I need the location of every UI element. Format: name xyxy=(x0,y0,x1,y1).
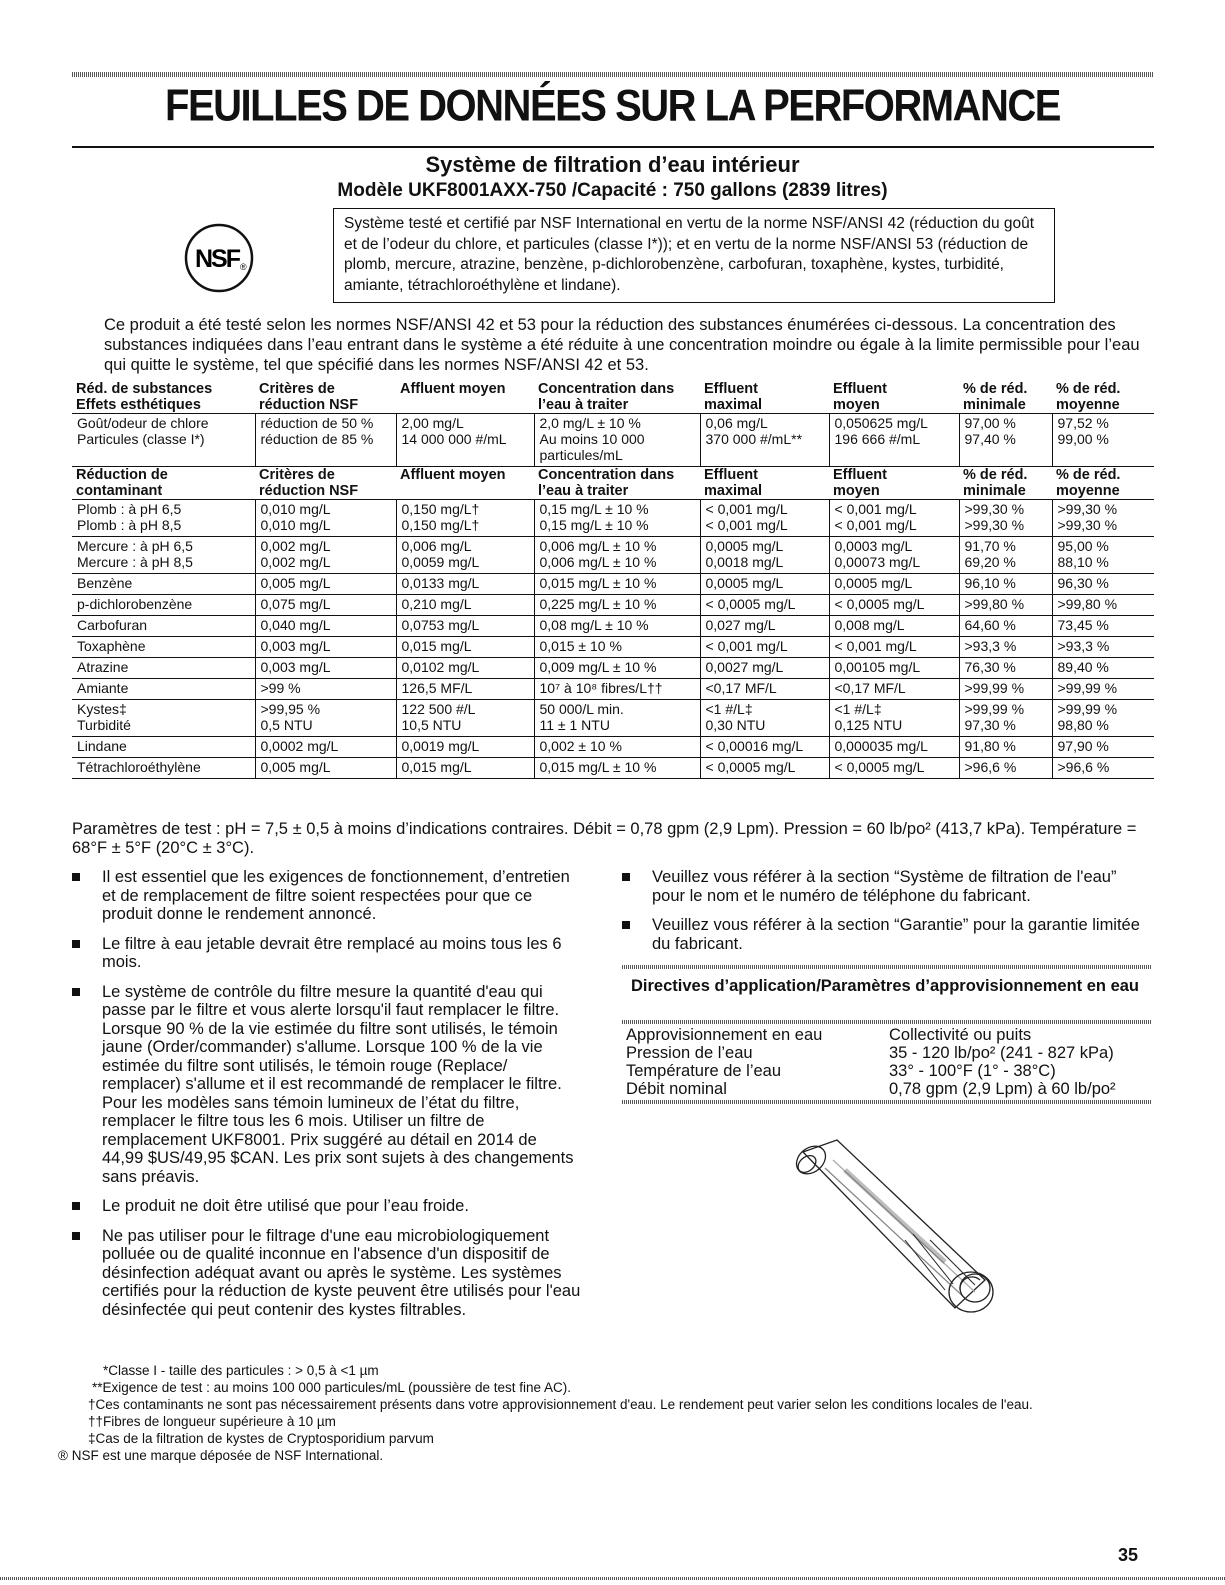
table-cell: réduction de 50 % réduction de 85 % xyxy=(255,414,396,467)
intro-paragraph: Ce produit a été testé selon les normes NSF/ANSI 42 et 53 pour la réduction des substances énumérées ci-dessous. La concentration des substances indiquées dans l’eau entrant dans le système a été réduite à une concentration moindre ou égale à la limite permissible pour l’eau qui quitte le système, tel que spécifié dans les normes NSF/ANSI 42 et 53. xyxy=(104,316,1140,374)
table-row xyxy=(72,700,1154,737)
table-cell: >93,3 % xyxy=(959,637,1052,658)
table-cell: 97,52 % 99,00 % xyxy=(1052,414,1154,467)
table-row xyxy=(72,574,1154,595)
directives-row xyxy=(622,1080,1152,1098)
directives-title: Directives d’application/Paramètres d’approvisionnement en eau xyxy=(631,977,1139,995)
table-cell: 0,000035 mg/L xyxy=(829,737,959,758)
directive-value: 33° - 100°F (1° - 38°C) xyxy=(889,1062,1056,1080)
table-header-cell: % de réd. moyenne xyxy=(1052,467,1154,500)
table-cell: 0,225 mg/L ± 10 % xyxy=(534,595,700,616)
directives-top-hatch xyxy=(622,965,1152,969)
table-cell: Plomb : à pH 6,5 Plomb : à pH 8,5 xyxy=(72,500,255,537)
table-cell: <0,17 MF/L xyxy=(700,679,829,700)
table-cell: 0,210 mg/L xyxy=(396,595,534,616)
table-cell: >99,99 % 97,30 % xyxy=(959,700,1052,737)
table-header-cell: Effluent moyen xyxy=(829,381,959,414)
directive-label: Température de l’eau xyxy=(626,1062,782,1080)
table-header-cell: Effluent maximal xyxy=(700,467,829,500)
table-header-cell: Concentration dans l’eau à traiter xyxy=(534,467,700,500)
table-cell: 0,009 mg/L ± 10 % xyxy=(534,658,700,679)
table-row xyxy=(72,637,1154,658)
table-row xyxy=(72,658,1154,679)
directives-row xyxy=(622,1062,1152,1080)
table-cell: Carbofuran xyxy=(72,616,255,637)
section-subtitle: Système de filtration d’eau intérieur xyxy=(425,152,800,177)
table-cell: 0,0019 mg/L xyxy=(396,737,534,758)
table-row xyxy=(72,679,1154,700)
table-cell: 0,006 mg/L ± 10 % 0,006 mg/L ± 10 % xyxy=(534,537,700,574)
table-cell: 0,0753 mg/L xyxy=(396,616,534,637)
table-cell: >99,30 % >99,30 % xyxy=(959,500,1052,537)
list-item: Ne pas utiliser pour le filtrage d'une eau microbiologiquement polluée ou de qualité inconnue en l'absence d'un dispositif de désinfection adéquat avant ou après le système. Les systèmes certifiés pour la réduction de kyste peuvent être utilisés pour l'eau désinfectée qui peut contenir des kystes filtrables. xyxy=(72,1227,582,1320)
table-cell: 50 000/L min. 11 ± 1 NTU xyxy=(534,700,700,737)
requirements-list-right xyxy=(622,868,1152,964)
table-cell: 96,10 % xyxy=(959,574,1052,595)
table-header-cell: % de réd. minimale xyxy=(959,467,1052,500)
footnote: ® NSF est une marque déposée de NSF International. xyxy=(58,1448,384,1463)
table-cell: 122 500 #/L 10,5 NTU xyxy=(396,700,534,737)
table-header-cell: Critères de réduction NSF xyxy=(255,381,396,414)
table-row xyxy=(72,737,1154,758)
table-cell: 91,70 % 69,20 % xyxy=(959,537,1052,574)
table-cell: 0,015 mg/L xyxy=(396,758,534,779)
table-cell: Atrazine xyxy=(72,658,255,679)
table-cell: 89,40 % xyxy=(1052,658,1154,679)
table-cell: 0,0005 mg/L xyxy=(700,574,829,595)
table-row xyxy=(72,537,1154,574)
table-header-cell: Critères de réduction NSF xyxy=(255,467,396,500)
table-cell: 73,45 % xyxy=(1052,616,1154,637)
page-title: FEUILLES DE DONNÉES SUR LA PERFORMANCE xyxy=(165,81,1060,131)
table-cell: 0,0133 mg/L xyxy=(396,574,534,595)
footnote: ‡Cas de la filtration de kystes de Cryptosporidium parvum xyxy=(88,1431,434,1446)
table-cell: Tétrachloroéthylène xyxy=(72,758,255,779)
table-header-cell: Affluent moyen xyxy=(396,467,534,500)
footnote: **Exigence de test : au moins 100 000 particules/mL (poussière de test fine AC). xyxy=(92,1380,572,1395)
directives-row xyxy=(622,1026,1152,1044)
table-cell: 0,06 mg/L 370 000 #/mL** xyxy=(700,414,829,467)
table-cell: Toxaphène xyxy=(72,637,255,658)
table-cell: >99,95 % 0,5 NTU xyxy=(255,700,396,737)
table-row xyxy=(72,595,1154,616)
table-cell: 0,08 mg/L ± 10 % xyxy=(534,616,700,637)
table-cell: 0,003 mg/L xyxy=(255,658,396,679)
table-cell: 0,050625 mg/L 196 666 #/mL xyxy=(829,414,959,467)
table-cell: Benzène xyxy=(72,574,255,595)
table-cell: 0,0027 mg/L xyxy=(700,658,829,679)
table-cell: <1 #/L‡ 0,30 NTU xyxy=(700,700,829,737)
table-cell: Goût/odeur de chlore Particules (classe I*) xyxy=(72,414,255,467)
table-cell: 0,005 mg/L xyxy=(255,758,396,779)
table-cell: 0,015 mg/L ± 10 % xyxy=(534,758,700,779)
table-header-row xyxy=(72,467,1154,500)
table-cell: 0,027 mg/L xyxy=(700,616,829,637)
table-cell: Amiante xyxy=(72,679,255,700)
table-header-cell: % de réd. minimale xyxy=(959,381,1052,414)
nsf-logo-text: NSF xyxy=(195,245,239,273)
nsf-logo-icon xyxy=(184,223,254,293)
table-header-cell: Réduction de contaminant xyxy=(72,467,255,500)
directives-mid-hatch xyxy=(622,1020,1152,1024)
table-cell: 0,0102 mg/L xyxy=(396,658,534,679)
table-cell: < 0,0005 mg/L xyxy=(700,758,829,779)
top-hatch-rule xyxy=(72,72,1154,77)
list-item: Veuillez vous référer à la section “Garantie” pour la garantie limitée du fabricant. xyxy=(622,916,1152,953)
table-cell: 0,008 mg/L xyxy=(829,616,959,637)
table-cell: 76,30 % xyxy=(959,658,1052,679)
table-row xyxy=(72,414,1154,467)
table-cell: 91,80 % xyxy=(959,737,1052,758)
table-cell: 95,00 % 88,10 % xyxy=(1052,537,1154,574)
table-cell: <0,17 MF/L xyxy=(829,679,959,700)
table-cell: 0,003 mg/L xyxy=(255,637,396,658)
table-cell: 0,002 mg/L 0,002 mg/L xyxy=(255,537,396,574)
table-cell: 0,15 mg/L ± 10 % 0,15 mg/L ± 10 % xyxy=(534,500,700,537)
table-cell: 0,00105 mg/L xyxy=(829,658,959,679)
list-item: Veuillez vous référer à la section “Système de filtration de l'eau” pour le nom et le numéro de téléphone du fabricant. xyxy=(622,868,1152,905)
table-cell: 0,015 mg/L xyxy=(396,637,534,658)
table-cell: 97,90 % xyxy=(1052,737,1154,758)
table-cell: >99,99 % xyxy=(1052,679,1154,700)
table-cell: 2,0 mg/L ± 10 % Au moins 10 000 particules/mL xyxy=(534,414,700,467)
directive-label: Approvisionnement en eau xyxy=(626,1026,823,1044)
table-cell: < 0,0005 mg/L xyxy=(829,758,959,779)
footnote: *Classe I - taille des particules : > 0,5 à <1 µm xyxy=(103,1363,379,1378)
table-row xyxy=(72,500,1154,537)
table-header-cell: Affluent moyen xyxy=(396,381,534,414)
list-item: Il est essentiel que les exigences de fonctionnement, d’entretien et de remplacement de filtre soient respectées pour que ce produit donne le rendement annoncé. xyxy=(72,868,582,924)
table-header-cell: Effluent moyen xyxy=(829,467,959,500)
table-cell: 0,040 mg/L xyxy=(255,616,396,637)
directive-label: Pression de l’eau xyxy=(626,1044,753,1062)
table-cell: < 0,00016 mg/L xyxy=(700,737,829,758)
footnote: †Ces contaminants ne sont pas nécessairement présents dans votre approvisionnement d'eau. Le rendement peut varier selon les conditions locales de l'eau. xyxy=(88,1397,1033,1412)
table-cell: 0,150 mg/L† 0,150 mg/L† xyxy=(396,500,534,537)
table-header-cell: Concentration dans l’eau à traiter xyxy=(534,381,700,414)
directive-value: 0,78 gpm (2,9 Lpm) à 60 lb/po² xyxy=(889,1080,1116,1098)
table-cell: >96,6 % xyxy=(1052,758,1154,779)
table-cell: Lindane xyxy=(72,737,255,758)
table-cell: 0,0005 mg/L 0,0018 mg/L xyxy=(700,537,829,574)
requirements-list-left xyxy=(72,868,582,1330)
list-item: Le produit ne doit être utilisé que pour l’eau froide. xyxy=(72,1197,582,1216)
table-cell: < 0,0005 mg/L xyxy=(829,595,959,616)
table-row xyxy=(72,758,1154,779)
table-cell: 0,0002 mg/L xyxy=(255,737,396,758)
footnotes xyxy=(58,1362,1156,1464)
table-cell: < 0,0005 mg/L xyxy=(700,595,829,616)
table-cell: Kystes‡ Turbidité xyxy=(72,700,255,737)
nsf-statement-box: Système testé et certifié par NSF International en vertu de la norme NSF/ANSI 42 (réduction du goût et de l’odeur du chlore, et particules (classe I*)); et en vertu de la norme NSF/ANSI 53 (réduction de plomb, mercure, atrazine, benzène, p-dichlorobenzène, carbofuran, toxaphène, kystes, turbidité, amiante, tétrachloroéthylène et lindane). xyxy=(333,208,1055,303)
directives-row xyxy=(622,1044,1152,1062)
table-cell: >93,3 % xyxy=(1052,637,1154,658)
directives-bottom-hatch xyxy=(622,1100,1152,1104)
table-header-cell: Effluent maximal xyxy=(700,381,829,414)
table-cell: 10⁷ à 10⁸ fibres/L†† xyxy=(534,679,700,700)
table-header-cell: % de réd. moyenne xyxy=(1052,381,1154,414)
list-item: Le système de contrôle du filtre mesure la quantité d'eau qui passe par le filtre et vous alerte lorsqu'il faut remplacer le filtre. Lorsque 90 % de la vie estimée du filtre sont utilisés, le témoin jaune (Order/commander) s'allume. Lorsque 100 % de la vie estimée du filtre sont utilisés, le témoin rouge (Replace/ remplacer) s'allume et il est recommandé de remplacer le filtre. Pour les modèles sans témoin lumineux de l’état du filtre, remplacer le filtre tous les 6 mois. Utiliser un filtre de remplacement UKF8001. Prix suggéré au détail en 2014 de 44,99 $US/49,95 $CAN. Les prix sont sujets à des changements sans préavis. xyxy=(72,983,582,1187)
table-cell: < 0,001 mg/L xyxy=(829,637,959,658)
table-cell: Mercure : à pH 6,5 Mercure : à pH 8,5 xyxy=(72,537,255,574)
table-cell: 64,60 % xyxy=(959,616,1052,637)
table-cell: 2,00 mg/L 14 000 000 #/mL xyxy=(396,414,534,467)
table-cell: >99,30 % >99,30 % xyxy=(1052,500,1154,537)
table-row xyxy=(72,616,1154,637)
table-cell: 0,0005 mg/L xyxy=(829,574,959,595)
bottom-hatch-rule xyxy=(0,1577,1225,1580)
page-number: 35 xyxy=(1118,1545,1139,1565)
nsf-logo-registered: ® xyxy=(240,262,247,272)
table-header-cell: Réd. de substances Effets esthétiques xyxy=(72,381,255,414)
directive-value: 35 - 120 lb/po² (241 - 827 kPa) xyxy=(889,1044,1114,1062)
table-cell: >99,80 % xyxy=(1052,595,1154,616)
directive-label: Débit nominal xyxy=(626,1080,727,1098)
table-cell: >96,6 % xyxy=(959,758,1052,779)
list-item: Le filtre à eau jetable devrait être remplacé au moins tous les 6 mois. xyxy=(72,935,582,972)
directive-value: Collectivité ou puits xyxy=(889,1026,1032,1044)
filter-cartridge-icon xyxy=(785,1130,1025,1330)
table-cell: 0,015 mg/L ± 10 % xyxy=(534,574,700,595)
table-cell: 0,0003 mg/L 0,00073 mg/L xyxy=(829,537,959,574)
model-line: Modèle UKF8001AXX-750 /Capacité : 750 gallons (2839 litres) xyxy=(337,180,888,201)
table-cell: 0,005 mg/L xyxy=(255,574,396,595)
table-cell: <1 #/L‡ 0,125 NTU xyxy=(829,700,959,737)
table-cell: < 0,001 mg/L < 0,001 mg/L xyxy=(700,500,829,537)
table-cell: 0,075 mg/L xyxy=(255,595,396,616)
title-underline xyxy=(72,146,1154,148)
table-cell: < 0,001 mg/L xyxy=(700,637,829,658)
table-cell: 0,006 mg/L 0,0059 mg/L xyxy=(396,537,534,574)
table-cell: < 0,001 mg/L < 0,001 mg/L xyxy=(829,500,959,537)
table-cell: 0,002 ± 10 % xyxy=(534,737,700,758)
table-cell: >99,99 % xyxy=(959,679,1052,700)
table-cell: p-dichlorobenzène xyxy=(72,595,255,616)
table-cell: >99 % xyxy=(255,679,396,700)
table-cell: >99,80 % xyxy=(959,595,1052,616)
performance-table xyxy=(72,381,1154,779)
table-cell: 126,5 MF/L xyxy=(396,679,534,700)
table-header-row xyxy=(72,381,1154,414)
test-parameters: Paramètres de test : pH = 7,5 ± 0,5 à moins d’indications contraires. Débit = 0,78 gpm (2,9 Lpm). Pression = 60 lb/po² (413,7 kPa). Température = 68°F ± 5°F (20°C ± 3°C). xyxy=(72,820,1137,857)
footnote: ††Fibres de longueur supérieure à 10 µm xyxy=(88,1414,336,1429)
table-cell: 0,015 ± 10 % xyxy=(534,637,700,658)
table-cell: >99,99 % 98,80 % xyxy=(1052,700,1154,737)
directives-table xyxy=(622,1026,1152,1098)
table-cell: 97,00 % 97,40 % xyxy=(959,414,1052,467)
table-cell: 0,010 mg/L 0,010 mg/L xyxy=(255,500,396,537)
table-cell: 96,30 % xyxy=(1052,574,1154,595)
